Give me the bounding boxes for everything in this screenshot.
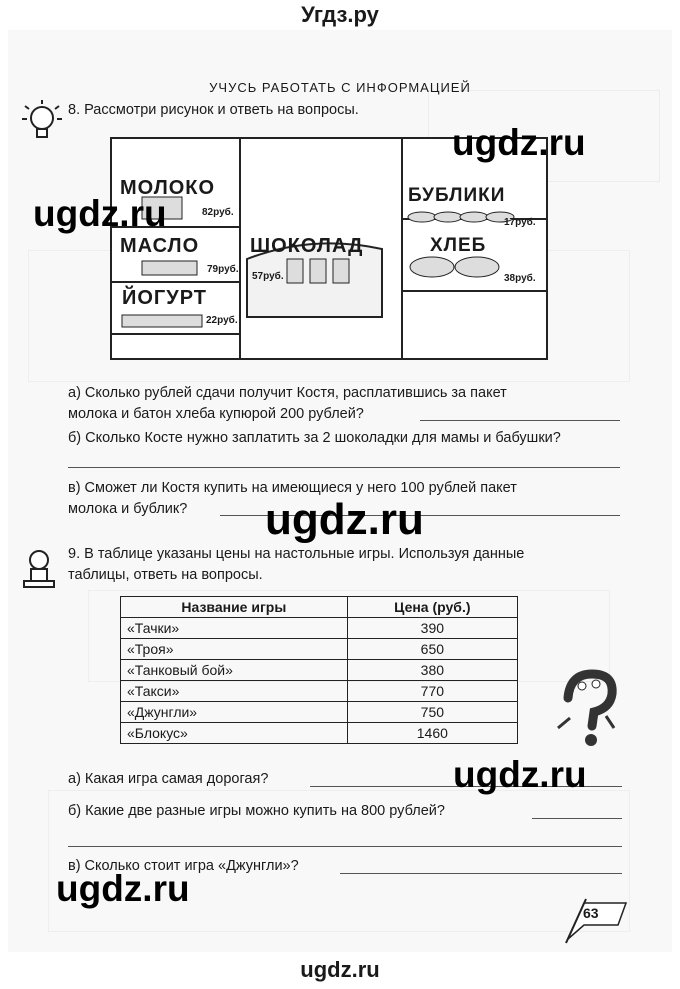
game-name: «Троя» bbox=[121, 639, 348, 660]
task8-question-b: б) Сколько Косте нужно заплатить за 2 шоколадки для мамы и бабушки? bbox=[68, 430, 561, 446]
game-name: «Блокус» bbox=[121, 723, 348, 744]
site-footer: ugdz.ru bbox=[300, 957, 380, 982]
game-name: «Джунгли» bbox=[121, 702, 348, 723]
answer-line[interactable] bbox=[68, 467, 620, 468]
task8-question-a-line1: а) Сколько рублей сдачи получит Костя, расплатившись за пакет bbox=[68, 385, 507, 401]
watermark: ugdz.ru bbox=[265, 495, 424, 544]
sign-chocolate: ШОКОЛАД bbox=[250, 235, 364, 257]
task9-question-b: б) Какие две разные игры можно купить на 800 рублей? bbox=[68, 803, 445, 819]
game-price: 1460 bbox=[347, 723, 517, 744]
game-price: 650 bbox=[347, 639, 517, 660]
table-row bbox=[121, 660, 518, 681]
task9-question-c: в) Сколько стоит игра «Джунгли»? bbox=[68, 858, 299, 874]
table-row bbox=[121, 639, 518, 660]
task8-question-a-line2: молока и батон хлеба купюрой 200 рублей? bbox=[68, 406, 364, 422]
table-row bbox=[121, 723, 518, 744]
games-price-table bbox=[120, 596, 518, 744]
game-price: 770 bbox=[347, 681, 517, 702]
watermark: ugdz.ru bbox=[56, 868, 190, 909]
answer-line[interactable] bbox=[68, 846, 622, 847]
game-name: «Тачки» bbox=[121, 618, 348, 639]
table-row bbox=[121, 681, 518, 702]
student-icon bbox=[22, 548, 56, 590]
price-bread: 38руб. bbox=[504, 273, 536, 284]
task8-title: 8. Рассмотри рисунок и ответь на вопросы. bbox=[68, 102, 359, 118]
game-name: «Такси» bbox=[121, 681, 348, 702]
store-picture bbox=[110, 137, 548, 360]
game-name: «Танковый бой» bbox=[121, 660, 348, 681]
answer-line[interactable] bbox=[532, 818, 622, 819]
header-game-name: Название игры bbox=[121, 597, 348, 618]
section-title: УЧУСЬ РАБОТАТЬ С ИНФОРМАЦИЕЙ bbox=[209, 80, 471, 95]
question-mark-character-icon bbox=[548, 668, 628, 750]
task9-title-line1: 9. В таблице указаны цены на настольные игры. Используя данные bbox=[68, 546, 525, 562]
watermark: ugdz.ru bbox=[33, 193, 167, 234]
page-number: 63 bbox=[583, 905, 599, 921]
task9-question-a: а) Какая игра самая дорогая? bbox=[68, 771, 269, 787]
lightbulb-icon bbox=[22, 100, 62, 146]
task8-question-c-line2: молока и бублик? bbox=[68, 501, 188, 517]
task9-title-line2: таблицы, ответь на вопросы. bbox=[68, 567, 263, 583]
answer-line[interactable] bbox=[340, 873, 622, 874]
price-yogurt: 22руб. bbox=[206, 315, 238, 326]
price-chocolate: 57руб. bbox=[252, 271, 284, 282]
sign-yogurt: ЙОГУРТ bbox=[122, 287, 208, 309]
answer-line[interactable] bbox=[420, 420, 620, 421]
price-butter: 79руб. bbox=[207, 264, 239, 275]
game-price: 380 bbox=[347, 660, 517, 681]
table-row bbox=[121, 618, 518, 639]
table-row bbox=[121, 702, 518, 723]
sign-bagels: БУБЛИКИ bbox=[408, 185, 506, 206]
header-price: Цена (руб.) bbox=[347, 597, 517, 618]
sign-milk: МОЛОКО bbox=[120, 177, 216, 199]
game-price: 750 bbox=[347, 702, 517, 723]
sign-bread: ХЛЕБ bbox=[430, 235, 487, 256]
watermark: ugdz.ru bbox=[453, 754, 587, 795]
sign-butter: МАСЛО bbox=[120, 235, 200, 257]
table-header-row bbox=[121, 597, 518, 618]
price-bagels: 17руб. bbox=[504, 217, 536, 228]
price-milk: 82руб. bbox=[202, 207, 234, 218]
site-header: Угдз.ру bbox=[301, 2, 379, 27]
watermark: ugdz.ru bbox=[452, 122, 586, 163]
task8-question-c-line1: в) Сможет ли Костя купить на имеющиеся у него 100 рублей пакет bbox=[68, 480, 517, 496]
game-price: 390 bbox=[347, 618, 517, 639]
